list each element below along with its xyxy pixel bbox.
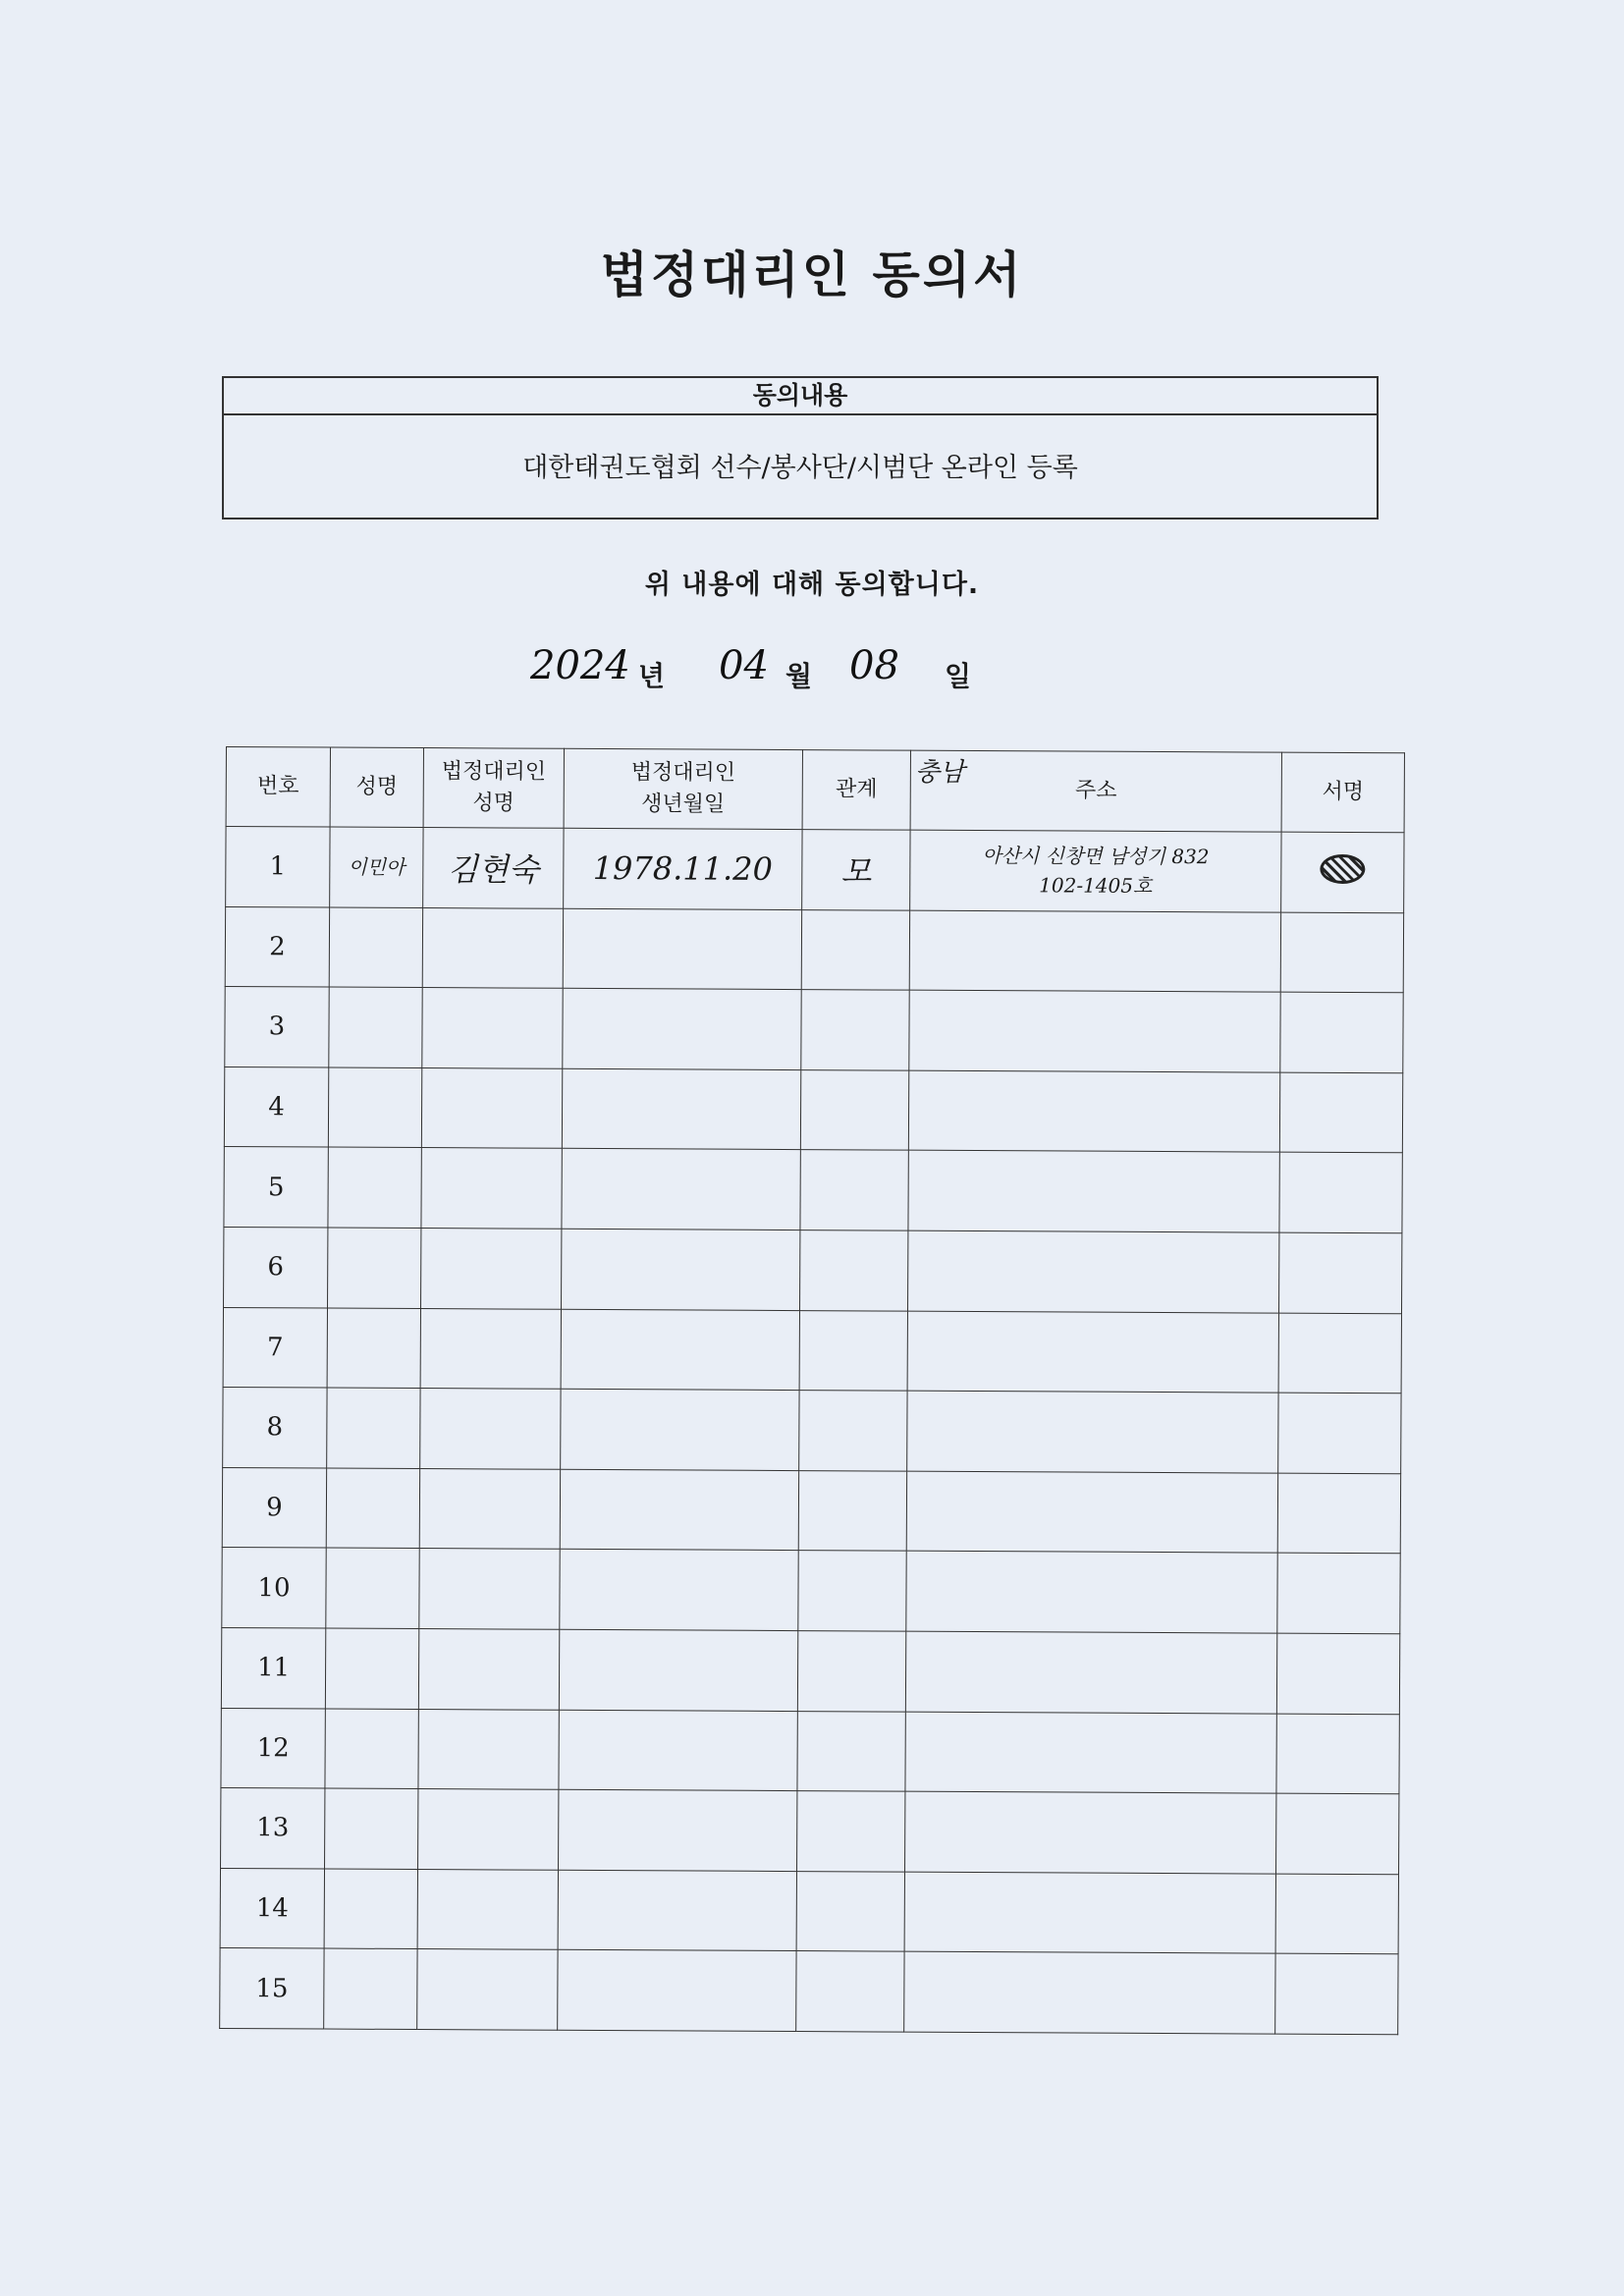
cell-address [904,1872,1275,1954]
cell-guardian-birth [561,1309,799,1391]
cell-name [326,1548,419,1628]
cell-guardian-name [418,1628,559,1709]
cell-no: 9 [222,1467,326,1548]
cell-relation [796,1871,904,1951]
table-row [220,1868,1398,1954]
cell-address [908,1230,1279,1313]
cell-address [909,990,1280,1072]
cell-guardian-birth [560,1550,798,1631]
address-province-handwritten: 충남 [914,757,965,788]
cell-guardian-name [419,1549,560,1629]
cell-guardian-birth [562,1149,800,1230]
table-row [224,1227,1402,1313]
cell-no: 10 [222,1548,326,1628]
cell-guardian-name [417,1949,558,2030]
cell-guardian-name [422,988,563,1068]
consent-content-body: 대한태권도협회 선수/봉사단/시범단 온라인 등록 [522,453,1078,483]
cell-signature [1275,1874,1398,1954]
cell-name [325,1628,418,1709]
table-row [221,1708,1399,1794]
cell-address [905,1712,1276,1794]
cell-address [906,1471,1277,1554]
cell-no: 15 [220,1948,324,2029]
cell-signature [1278,1313,1401,1394]
cell-guardian-name [419,1468,560,1549]
table-row [226,827,1404,913]
cell-relation [801,909,909,990]
header-address-label: 주소 [1074,778,1117,803]
cell-relation [797,1711,905,1791]
cell-no: 3 [225,987,329,1067]
cell-signature [1278,1393,1401,1473]
cell-no: 8 [223,1388,327,1468]
table-row [225,987,1403,1073]
date-day-unit: 일 [945,660,972,692]
header-relation: 관계 [802,750,910,831]
cell-name [325,1709,418,1789]
cell-address [906,1551,1277,1633]
header-no: 번호 [226,747,330,828]
cell-guardian-birth [560,1469,798,1551]
cell-no: 4 [224,1066,328,1147]
agreement-statement: 위 내용에 대해 동의합니다. [644,570,980,600]
cell-relation [800,1150,908,1230]
header-guardian-birth-line2: 생년월일 [641,792,726,817]
header-guardian-birth [564,748,802,829]
cell-signature [1277,1473,1400,1554]
cell-guardian-birth [558,1950,796,2032]
consent-content-box [222,376,1379,519]
cell-signature [1276,1793,1399,1874]
date-month-unit: 월 [785,660,813,692]
cell-address [907,1311,1278,1394]
cell-guardian-name [421,1067,562,1148]
header-guardian-birth-line1: 법정대리인 [630,760,736,786]
consent-content-header: 동의내용 [224,378,1377,415]
date-day: 08 [849,643,899,688]
cell-guardian-name [422,907,563,988]
cell-address [908,1070,1279,1153]
date-line [530,643,1080,702]
cell-relation [800,1230,908,1311]
document-title: 법정대리인 동의서 [600,246,1024,303]
cell-guardian-name [417,1869,558,1949]
cell-name [324,1948,417,2029]
cell-name [326,1468,419,1549]
cell-address [905,1791,1276,1874]
header-signature: 서명 [1281,752,1404,833]
cell-address [910,830,1281,912]
cell-guardian-birth [559,1710,797,1791]
cell-signature [1279,1153,1402,1233]
cell-guardian-birth [563,988,801,1069]
cell-name [328,1147,421,1228]
cell-name [329,907,422,988]
cell-relation [801,990,909,1070]
table-row [225,906,1403,993]
cell-name [325,1788,418,1869]
cell-no: 2 [225,906,329,987]
table-row [220,1948,1398,2035]
cell-address [904,1951,1275,2034]
cell-name [328,1228,421,1308]
cell-signature [1276,1633,1399,1714]
table-header-row [226,747,1404,833]
cell-name [328,1067,421,1148]
cell-address [905,1631,1276,1714]
cell-no: 1 [226,827,330,907]
cell-guardian-birth: 1978.11.20 [564,828,802,909]
cell-guardian-name: 김현숙 [423,828,564,908]
cell-guardian-name [420,1308,561,1389]
table-row [221,1627,1399,1714]
handwritten-signature-mark [1320,854,1365,884]
cell-signature [1280,992,1403,1072]
cell-relation: 모 [802,830,910,910]
cell-guardian-birth [563,908,801,990]
cell-signature [1281,832,1404,912]
cell-name [324,1869,417,1949]
cell-signature [1279,1072,1402,1153]
cell-address [907,1391,1278,1473]
cell-no: 6 [224,1227,328,1307]
cell-no: 13 [221,1788,325,1869]
date-month: 04 [719,643,769,688]
table-row [221,1788,1399,1875]
cell-relation [796,1951,904,2032]
cell-signature [1276,1714,1399,1794]
cell-guardian-name [420,1389,561,1469]
cell-relation [797,1631,905,1712]
table-row [222,1467,1400,1554]
cell-relation [798,1470,906,1551]
cell-guardian-birth [558,1870,796,1951]
header-guardian-name-line2: 성명 [472,791,515,816]
cell-relation [798,1551,906,1631]
cell-name [329,987,422,1067]
guardian-registry-table [219,746,1405,2035]
cell-relation [799,1310,907,1391]
cell-signature [1277,1553,1400,1633]
cell-address-line1: 아산시 신창면 남성기 832 [982,844,1210,869]
cell-no: 11 [221,1627,325,1708]
cell-guardian-birth [559,1629,797,1711]
cell-address-line2: 102-1405호 [1039,873,1153,899]
cell-guardian-birth [562,1229,800,1310]
cell-address [908,1151,1279,1233]
cell-no: 12 [221,1708,325,1788]
header-guardian-name-line1: 법정대리인 [441,759,547,785]
header-address [910,750,1281,832]
cell-signature [1278,1232,1401,1313]
cell-guardian-name [421,1148,562,1229]
table-row [223,1388,1401,1474]
header-name: 성명 [330,747,423,827]
cell-guardian-birth [559,1789,797,1871]
table-row [224,1066,1402,1153]
cell-signature [1275,1953,1398,2034]
table-row [223,1307,1401,1394]
cell-address [909,910,1280,993]
table-row [222,1548,1400,1634]
date-year: 2024 [530,643,630,688]
cell-relation [800,1069,908,1150]
cell-signature [1280,912,1403,993]
cell-name [327,1388,420,1468]
cell-name: 이민아 [330,827,423,907]
date-year-unit: 년 [638,660,666,692]
header-guardian-name [423,748,564,829]
cell-no: 5 [224,1147,328,1228]
cell-guardian-name [418,1709,559,1789]
cell-relation [799,1391,907,1471]
cell-guardian-name [421,1229,562,1309]
table-row [224,1147,1402,1233]
cell-guardian-birth [562,1068,800,1150]
cell-no: 14 [220,1868,324,1948]
cell-name [327,1308,420,1389]
cell-guardian-name [418,1789,559,1870]
cell-relation [797,1791,905,1872]
cell-guardian-birth [561,1389,799,1470]
cell-no: 7 [223,1307,327,1388]
